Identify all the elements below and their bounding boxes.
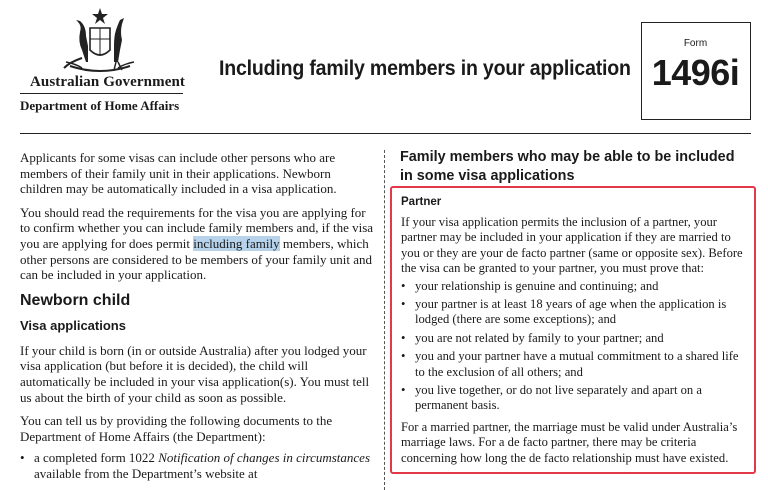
form-number: 1496i [651,52,740,93]
bullet-icon: • [401,330,406,345]
list-item-text: you and your partner have a mutual commitment to a shared life to the exclusion of all others; and [415,349,739,379]
list-item-text [34,450,375,481]
government-name: Australian Government [30,74,186,90]
list-item [401,331,749,346]
list-item [401,297,749,328]
visa-applications-heading: Visa applications [20,317,126,333]
newborn-heading: Newborn child [20,291,131,309]
column-divider [384,150,385,490]
bullet-text-before: a completed form 1022 [34,450,159,466]
left-column [20,150,375,482]
bullet-icon: • [20,450,25,466]
read-after-text: members, which other persons are considered to be members of your family unit and can be included in your application. [20,235,372,283]
married-partner-paragraph: For a married partner, the marriage must be valid under Australia’s marriage laws. For a de facto partner, there may be criteria concerning how long the de facto relationship must have existed. [401,419,738,465]
list-item [401,383,749,414]
list-item-text: you live together, or do not live separately and apart on a permanent basis. [415,383,702,413]
list-item-text: your relationship is genuine and continuing; and [415,278,659,293]
partner-intro-paragraph: If your visa application permits the inclusion of a partner, your partner may be included in your application if they are married to you or they are your de facto partner (same or opposite sex). Before the visa can be granted to your partner, you must prove that: [401,215,743,276]
partner-section [390,186,756,474]
read-before-text: You should read the requirements for the visa you are applying for to confirm whether you can include family members and, if the visa you are applying for does permit [20,204,374,251]
list-item-text: your partner is at least 18 years of age when the application is lodged (there are some exceptions); and [415,297,727,327]
form-label: Form [683,38,708,49]
bullet-icon: • [401,383,406,398]
department-name: Department of Home Affairs [20,98,180,113]
page-title: Including family members in your application [219,57,631,80]
list-item [401,349,749,380]
tell-us-paragraph: You can tell us by providing the following documents to the Department of Home Affairs (the Department): [20,413,333,444]
bullet-icon: • [401,278,406,293]
bullet-icon: • [401,349,406,364]
highlighted-text: including family [193,235,280,251]
child-born-paragraph: If your child is born (in or outside Australia) after you lodged your visa application (but before it is decided), the child will automatically be included in your visa application(s). You must tell us about the birth of your child as soon as possible. [20,342,370,405]
intro-paragraph: Applicants for some visas can include other persons who are members of their family unit in their applications. Newborn children may be automatically included in a visa application. [20,150,337,197]
header-rule [20,133,751,134]
list-item [401,279,749,294]
government-rule [20,93,183,94]
list-item [20,450,375,481]
bullet-text-after: available from the Department’s website at [34,465,258,481]
partner-heading: Partner [401,196,442,208]
bullet-icon: • [401,297,406,312]
list-item-text: you are not related by family to your partner; and [415,330,664,345]
form-number-box [641,22,751,120]
read-requirements-paragraph [20,205,375,283]
coat-of-arms-icon [56,6,144,74]
form-name-italic: Notification of changes in circumstances [158,450,371,466]
family-members-heading: Family members who may be able to be included in some visa applications [400,148,735,184]
